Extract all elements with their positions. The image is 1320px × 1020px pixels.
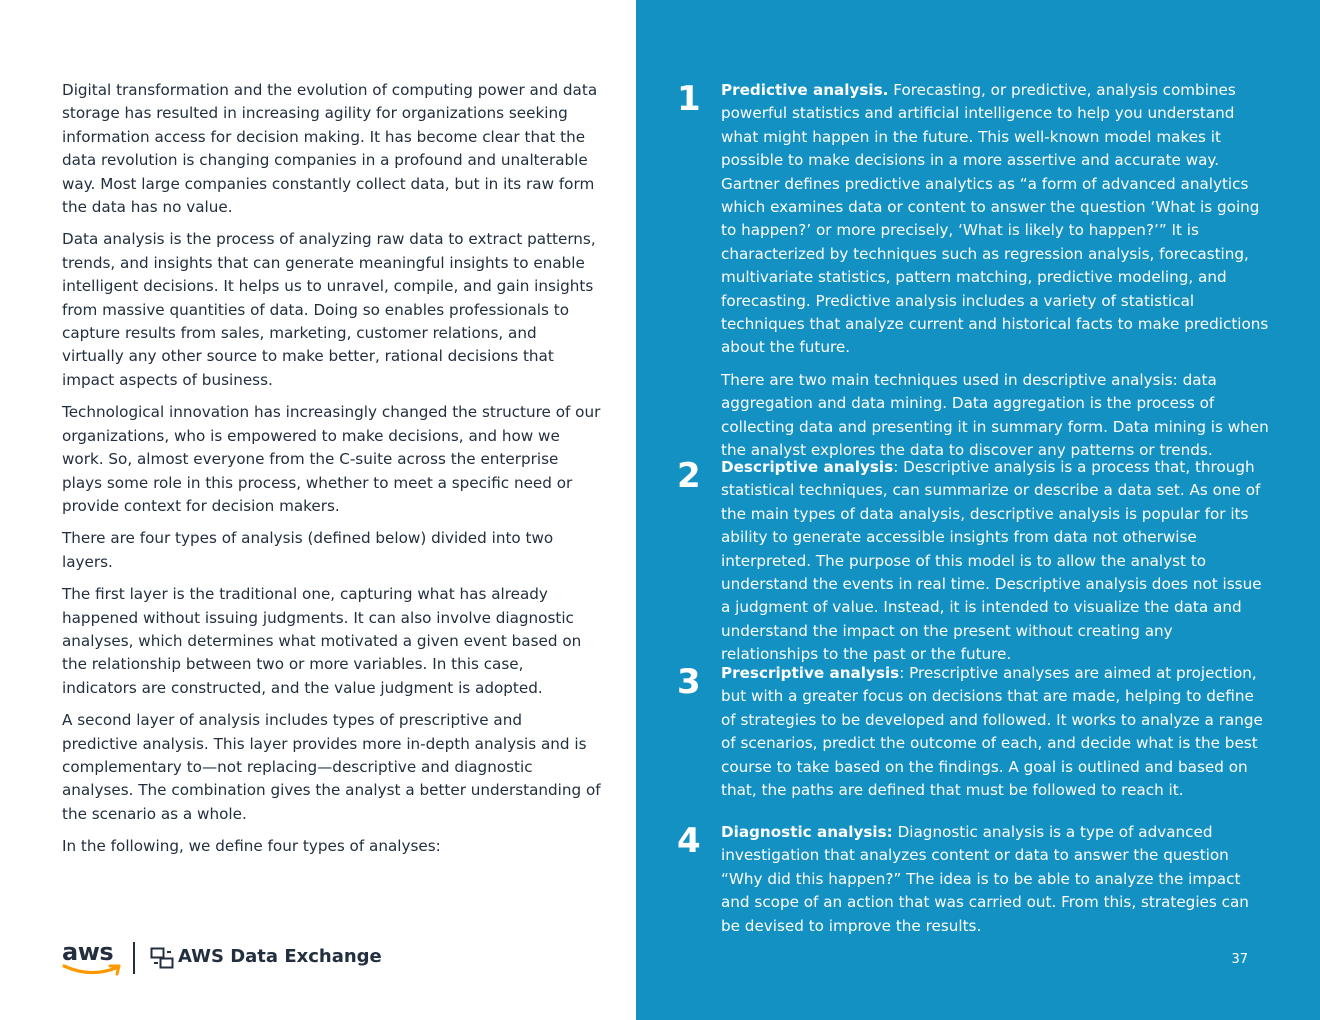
item-title: Prescriptive analysis [721,664,900,682]
item-text [721,79,1269,472]
item-body: Diagnostic analysis is a type of advanced investigation that analyzes content or data to answer the question “Why did this happen?” The idea is to be able to analyze the impact and scope of an action that was carried out. From this, strategies can be devised to improve the results. [721,823,1249,935]
aws-wordmark: aws [62,938,114,966]
item-title: Descriptive analysis [721,458,894,476]
left-page [0,0,636,1020]
paragraph: Digital transformation and the evolution of computing power and data storage has resulted in increasing agility for organizations seeking information access for decision making. It has become clear that the data revolution is changing companies in a profound and unalterable way. Most large companies constantly collect data, but in its raw form the data has no value. [62,81,598,217]
item-number: 2 [677,456,701,496]
paragraph: Technological innovation has increasingly changed the structure of our organizations, who is empowered to make decisions, and how we work. So, almost everyone from the C-suite across the enterprise plays some role in this process, whether to meet a specific need or provide context for decision makers. [62,403,601,515]
aws-smile-icon [62,962,124,978]
paragraph: In the following, we define four types of analyses: [62,837,441,856]
right-panel [636,0,1320,1020]
logo-divider [133,942,135,974]
item-paragraph [721,79,1269,360]
item-number: 1 [677,79,701,119]
item-text [721,456,1269,676]
footer-logo [62,938,382,978]
data-exchange-icon [150,947,174,969]
item-paragraph [721,662,1269,802]
body-text [62,79,602,868]
paragraph: There are four types of analysis (defined below) divided into two layers. [62,529,554,571]
item-extra-paragraph: There are two main techniques used in descriptive analysis: data aggregation and data mining. Data aggregation is the process of collecting data and presenting it in summary form. Data mining is when the analyst explores the data to discover any patterns or trends. [721,370,1269,460]
product-name: AWS Data Exchange [178,946,382,967]
paragraph: Data analysis is the process of analyzing raw data to extract patterns, trends, and insights that can generate meaningful insights to enable intelligent decisions. It helps us to unravel, compile, and gain insights from massive quantities of data. Doing so enables professionals to capture results from sales, marketing, customer relations, and virtually any other source to make better, rational decisions that impact aspects of business. [62,230,596,389]
item-body: Forecasting, or predictive, analysis combines powerful statistics and artificial intelligence to help you understand what might happen in the future. This well-known model makes it possible to make decisions in a more assertive and accurate way. Gartner defines predictive analytics as “a form of advanced analytics which examines data or content to answer the question ‘What is going to happen?’ or more precisely, ‘What is likely to happen?’” It is characterized by techniques such as regression analysis, forecasting, multivariate statistics, pattern matching, predictive modeling, and forecasting. Predictive analysis includes a variety of statistical techniques that analyze current and historical facts to make predictions about the future. [721,81,1269,357]
paragraph: The first layer is the traditional one, capturing what has already happened without issuing judgments. It can also involve diagnostic analyses, which determines what motivated a given event based on the relationship between two or more variables. In this case, indicators are constructed, and the value judgment is adopted. [62,585,582,697]
item-body: : Descriptive analysis is a process that, through statistical techniques, can summarize or describe a data set. As one of the main types of data analysis, descriptive analysis is popular for its ability to generate accessible insights from data not otherwise interpreted. The purpose of this model is to allow the analyst to understand the events in real time. Descriptive analysis does not issue a judgment of value. Instead, it is intended to visualize the data and understand the impact on the present without creating any relationships to the past or the future. [721,458,1262,664]
item-paragraph [721,821,1269,938]
item-title: Diagnostic analysis: [721,823,893,841]
item-number: 4 [677,821,701,861]
item-title: Predictive analysis. [721,81,889,99]
item-text [721,821,1269,947]
item-text [721,662,1269,811]
item-body: : Prescriptive analyses are aimed at projection, but with a greater focus on decisions that are made, helping to define of strategies to be developed and followed. It works to analyze a range of scenarios, predict the outcome of each, and decide what is the best course to take based on the findings. A goal is outlined and based on that, the paths are defined that must be followed to reach it. [721,664,1263,800]
paragraph: A second layer of analysis includes types of prescriptive and predictive analysis. This layer provides more in-depth analysis and is complementary to—not replacing—descriptive and diagnostic analyses. The combination gives the analyst a better understanding of the scenario as a whole. [62,711,601,823]
item-paragraph [721,456,1269,667]
page-number: 37 [1231,952,1248,967]
item-number: 3 [677,662,701,702]
